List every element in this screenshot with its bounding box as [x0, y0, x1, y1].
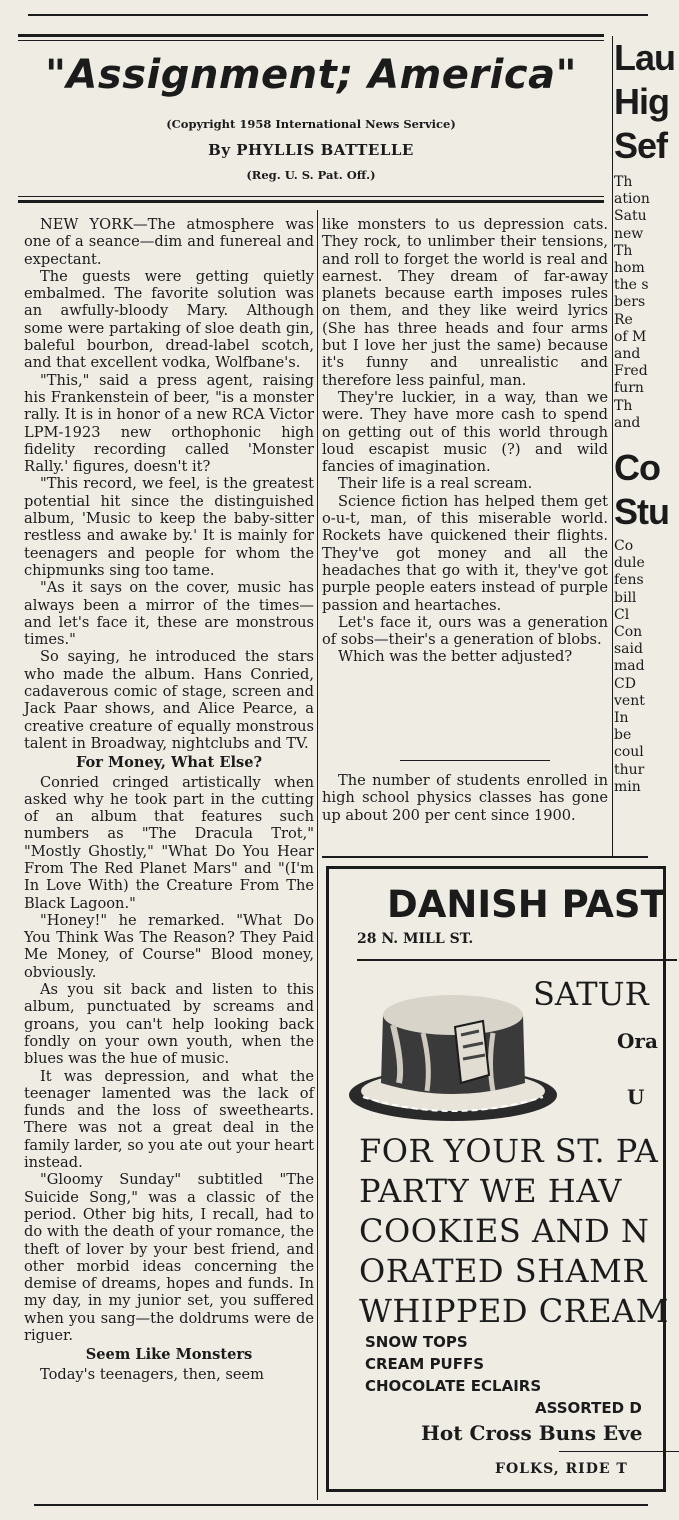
subheading: For Money, What Else?	[75, 754, 263, 772]
text-fragment: Th	[614, 397, 633, 414]
paragraph: So saying, he introduced the stars who made the album. Hans Conried, cadaverous comic of stage, screen and Jack Paar shows, and Alice Pearce, a creative creature of equally monstrous talent in Broadway, nightclubs and TV.	[24, 648, 314, 752]
text-fragment: Th	[614, 174, 633, 190]
ad-headline-line: PARTY WE HAV	[359, 1172, 622, 1210]
headline-fragment: Lau	[614, 37, 676, 78]
top-rule	[28, 14, 648, 16]
text-fragment: bers	[614, 294, 646, 311]
text-fragment: Re	[614, 311, 633, 328]
bakery-advertisement	[326, 866, 669, 1492]
page-title: "Assignment; America"	[45, 52, 577, 98]
text-fragment: Cl	[614, 606, 630, 623]
ad-item: CHOCOLATE ECLAIRS	[365, 1377, 542, 1395]
paragraph: Let's face it, ours was a generation of sobs—their's a generation of blobs.	[322, 613, 608, 649]
adjacent-text-1	[614, 174, 648, 432]
cake-illustration	[343, 975, 563, 1125]
headline-fragment: Sef	[614, 125, 668, 166]
paragraph: NEW YORK—The atmosphere was one of a seance—dim and funereal and expectant.	[24, 216, 314, 268]
text-fragment: and	[614, 346, 641, 363]
paragraph: Today's teenagers, then, seem	[40, 1365, 264, 1383]
adjacent-column	[614, 36, 676, 796]
column-divider-1	[317, 210, 318, 1500]
text-fragment: coul	[614, 744, 644, 761]
article-column-1	[24, 216, 314, 1383]
text-fragment: In	[614, 710, 629, 727]
ad-assorted: ASSORTED D	[535, 1399, 642, 1417]
ad-item: SNOW TOPS	[365, 1333, 468, 1351]
paragraph: It was depression, and what the teenager lamented was the lack of funds and the loss of sweethearts. There was not a great deal in the family larder, so you ate out your heart instead.	[24, 1067, 314, 1172]
bottom-rule	[34, 1504, 648, 1506]
paragraph: As you sit back and listen to this album, punctuated by screams and groans, you can't help looking back fondly on your own youth, when the blues was the hue of music.	[24, 981, 314, 1068]
paragraph: The guests were getting quietly embalmed. The favorite solution was an awfully-bloody Mary. Although some were partaking of sloe death gin, baleful bourbon, dread-label scotch, and that excellent vodka, Wolfbane's.	[24, 267, 314, 372]
text-fragment: Fred	[614, 363, 648, 380]
paragraph: "This record, we feel, is the greatest potential hit since the distinguished album, 'Music to keep the baby-sitter restless and awake by.' It is mainly for teenagers and people for whom the chipmunks sing too tame.	[24, 475, 314, 579]
text-fragment: furn	[614, 380, 644, 397]
ad-lower-divider	[559, 1451, 679, 1452]
paragraph: Conried cringed artistically when asked why he took part in the cutting of an album that features such numbers as "The Dracula Trot," "Mostly Ghostly," "What Do You Hear From The Red Planet Mars" and "(I'm In Love With) the Creature From The Black Lagoon."	[24, 773, 314, 912]
ad-hot-cross: Hot Cross Buns Eve	[421, 1421, 643, 1445]
paragraph: "As it says on the cover, music has always been a mirror of the times—and let's face it, these are monstrous times."	[24, 579, 314, 649]
text-fragment: vent	[614, 692, 645, 709]
byline: By PHYLLIS BATTELLE	[208, 141, 414, 159]
text-fragment: of M	[614, 328, 647, 345]
text-fragment: min	[614, 778, 641, 795]
text-fragment: Th	[614, 242, 633, 259]
text-fragment: dule	[614, 555, 645, 572]
ad-item: CREAM PUFFS	[365, 1355, 485, 1373]
text-fragment: Co	[614, 538, 634, 555]
paragraph: like monsters to us depression cats. They rock, to unlimber their tensions, and roll to forget the world is real and earnest. They dream of far-away planets because earth imposes rules on them, and they like weird lyrics (She has three heads and four arms but I love her just the same) because it's funny and unrealistic and therefore less painful, man.	[322, 216, 608, 389]
ad-headline-line: WHIPPED CREAM	[359, 1292, 669, 1330]
headline-fragment: Co	[614, 447, 660, 489]
paragraph: "Gloomy Sunday" subtitled "The Suicide Song," was a classic of the period. Other big hits, I recall, had to do with the death of your romance, the theft of lover by your best friend, and other morbid ideas concerning the demise of dreams, hopes and funds. In my day, in my junior set, you suffered when you sang—the doldrums were de riguer.	[24, 1171, 314, 1344]
text-fragment: fens	[614, 572, 644, 589]
adjacent-headline-2	[614, 446, 669, 534]
ad-satur: SATUR	[533, 975, 649, 1013]
copyright-line: (Copyright 1958 International News Service)	[166, 117, 456, 131]
paragraph: Science fiction has helped them get o-u-t, man, of this miserable world. Rockets have quickened their flights. They've got money and all the headaches that go with it, they've got purple people eaters instead of purple passion and heartaches.	[322, 492, 608, 614]
filler-rule	[400, 760, 550, 761]
headline-fragment: Hig	[614, 81, 669, 122]
ad-title: DANISH PAST	[387, 883, 666, 926]
text-fragment: thur	[614, 761, 645, 778]
headline-fragment: Stu	[614, 491, 669, 533]
text-fragment: Con	[614, 624, 643, 641]
adjacent-headline-1	[614, 36, 676, 168]
header-top-rule-thin	[18, 40, 604, 41]
text-fragment: ation	[614, 191, 650, 208]
header-bottom-rule	[18, 200, 604, 203]
ad-folks: FOLKS, RIDE T	[495, 1461, 628, 1477]
text-fragment: mad	[614, 658, 645, 675]
text-fragment: bill	[614, 589, 637, 606]
paragraph: Which was the better adjusted?	[338, 648, 573, 666]
ad-headline-line: COOKIES AND N	[359, 1212, 650, 1250]
ad-top-rule	[322, 856, 648, 858]
ad-ora: Ora	[617, 1029, 658, 1053]
ad-u: U	[627, 1085, 645, 1109]
text-fragment: Satu	[614, 208, 647, 225]
paragraph: "This," said a press agent, raising his Frankenstein of beer, "is a monster rally. It is in honor of a new RCA Victor LPM-1923 new orthophonic high fidelity recording called 'Monster Rally.' figures, doesn't it?	[24, 371, 314, 476]
text-fragment: be	[614, 727, 632, 744]
ad-address: 28 N. MILL ST.	[357, 931, 474, 947]
adjacent-text-2	[614, 538, 648, 796]
column-divider-2	[612, 36, 613, 856]
text-fragment: new	[614, 225, 644, 242]
article-column-2	[322, 216, 608, 666]
ad-headline-line: ORATED SHAMR	[359, 1252, 648, 1290]
text-fragment: CD	[614, 675, 636, 692]
header-bottom-rule-thin	[18, 196, 604, 197]
filler-item	[322, 772, 608, 824]
text-fragment: the s	[614, 277, 649, 294]
text-fragment: hom	[614, 260, 645, 277]
ad-headline-line: FOR YOUR ST. PA	[359, 1132, 659, 1170]
ad-headline-block	[359, 1131, 669, 1331]
filler-text: The number of students enrolled in high school physics classes has gone up about 200 per cent since 1900.	[322, 772, 608, 824]
paragraph: "Honey!" he remarked. "What Do You Think Was The Reason? They Paid Me Money, of Course" Blood money, obviously.	[24, 911, 314, 981]
reg-line: (Reg. U. S. Pat. Off.)	[246, 168, 376, 182]
text-fragment: and	[614, 414, 641, 431]
paragraph: They're luckier, in a way, than we were. They have more cash to spend on getting out of this world through loud escapist music (?) and wild fancies of imagination.	[322, 388, 608, 476]
header-top-rule	[18, 34, 604, 37]
ad-item-list	[365, 1331, 541, 1397]
ad-divider	[357, 959, 677, 961]
paragraph: Their life is a real scream.	[338, 475, 533, 493]
text-fragment: said	[614, 641, 643, 658]
subheading: Seem Like Monsters	[85, 1346, 253, 1364]
